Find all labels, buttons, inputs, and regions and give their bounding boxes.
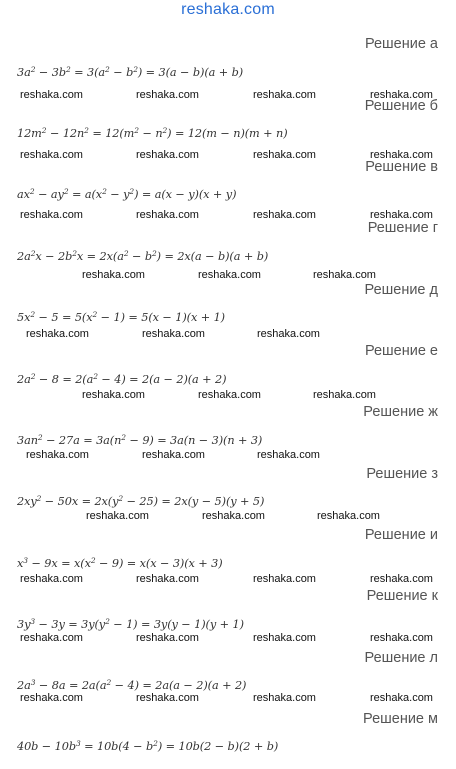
formula-exponent: 2 xyxy=(129,187,135,196)
watermark-text: reshaka.com xyxy=(313,269,376,281)
watermark-text: reshaka.com xyxy=(257,449,320,461)
solution-formula xyxy=(17,127,288,140)
formula-exponent: 2 xyxy=(92,310,98,319)
formula-exponent: 2 xyxy=(37,433,43,442)
formula-text: − 8 = 2(a xyxy=(35,373,94,386)
watermark-text: reshaka.com xyxy=(20,149,83,161)
formula-text: − b xyxy=(128,250,152,263)
formula-exponent: 2 xyxy=(30,372,36,381)
formula-text: − 4) = 2a(a − 2)(a + 2) xyxy=(111,679,247,692)
watermark-text: reshaka.com xyxy=(253,149,316,161)
watermark-text: reshaka.com xyxy=(136,209,199,221)
solution-heading: Решение м xyxy=(363,711,438,727)
formula-text: 12m xyxy=(17,127,42,140)
formula-exponent: 2 xyxy=(123,249,129,258)
solution-heading: Решение а xyxy=(364,36,438,52)
formula-text: x xyxy=(17,557,24,570)
watermark-text: reshaka.com xyxy=(317,510,380,522)
watermark-text: reshaka.com xyxy=(370,149,433,161)
formula-text: − 3b xyxy=(35,66,66,79)
watermark-text: reshaka.com xyxy=(20,573,83,585)
formula-text: 2a xyxy=(17,373,31,386)
formula-exponent: 2 xyxy=(105,65,110,74)
formula-text: 40b − 10b xyxy=(17,740,76,753)
formula-exponent: 2 xyxy=(41,126,47,135)
watermark-text: reshaka.com xyxy=(313,389,376,401)
solution-heading: Решение б xyxy=(364,98,438,114)
formula-text: − 1) = 3y(y − 1)(y + 1) xyxy=(109,618,244,631)
watermark-text: reshaka.com xyxy=(136,632,199,644)
watermark-text: reshaka.com xyxy=(257,328,320,340)
watermark-text: reshaka.com xyxy=(370,692,433,704)
watermark-text: reshaka.com xyxy=(370,89,433,101)
solution-formula xyxy=(17,618,244,631)
watermark-text: reshaka.com xyxy=(20,692,83,704)
formula-text: ) = 10b(2 − b)(2 + b) xyxy=(157,740,279,753)
solution-heading: Решение к xyxy=(366,588,438,604)
solution-formula xyxy=(17,434,262,447)
solution-formula xyxy=(17,373,226,386)
formula-exponent: 2 xyxy=(93,372,98,381)
watermark-text: reshaka.com xyxy=(142,449,205,461)
formula-text: − b xyxy=(109,66,134,79)
formula-exponent: 3 xyxy=(75,739,81,748)
watermark-text: reshaka.com xyxy=(26,328,89,340)
formula-exponent: 2 xyxy=(29,187,35,196)
formula-text: − 9) = 3a(n − 3)(n + 3) xyxy=(125,434,263,447)
formula-exponent: 2 xyxy=(105,617,110,626)
solution-heading: Решение г xyxy=(367,220,438,236)
solution-formula xyxy=(17,679,246,692)
formula-exponent: 3 xyxy=(23,556,28,565)
formula-text: − 5 = 5(x xyxy=(35,311,93,324)
formula-text: 2xy xyxy=(17,495,37,508)
formula-exponent: 2 xyxy=(102,187,107,196)
watermark-text: reshaka.com xyxy=(198,269,261,281)
formula-text: − 4) = 2(a − 2)(a + 2) xyxy=(97,373,227,386)
watermark-text: reshaka.com xyxy=(253,573,316,585)
formula-text: ) = 3(a − b)(a + b) xyxy=(137,66,244,79)
formula-text: − 8a = 2a(a xyxy=(35,679,107,692)
formula-text: ) = 12(m − n)(m + n) xyxy=(167,127,288,140)
site-link[interactable]: reshaka.com xyxy=(181,1,275,18)
formula-text: x = 2x(a xyxy=(76,250,124,263)
formula-exponent: 2 xyxy=(162,126,168,135)
formula-exponent: 2 xyxy=(121,433,126,442)
watermark-text: reshaka.com xyxy=(20,89,83,101)
formula-text: 3a xyxy=(17,66,31,79)
watermark-text: reshaka.com xyxy=(20,209,83,221)
watermark-text: reshaka.com xyxy=(136,149,199,161)
watermark-text: reshaka.com xyxy=(136,89,199,101)
formula-exponent: 2 xyxy=(134,126,139,135)
solution-heading: Решение и xyxy=(364,527,438,543)
solution-formula xyxy=(17,557,223,570)
watermark-text: reshaka.com xyxy=(370,573,433,585)
formula-exponent: 2 xyxy=(106,678,112,687)
formula-exponent: 2 xyxy=(90,556,96,565)
watermark-text: reshaka.com xyxy=(198,389,261,401)
watermark-text: reshaka.com xyxy=(253,89,316,101)
formula-text: 3an xyxy=(17,434,38,447)
solution-heading: Решение д xyxy=(364,282,438,298)
formula-exponent: 2 xyxy=(30,65,36,74)
formula-exponent: 2 xyxy=(30,249,36,258)
watermark-text: reshaka.com xyxy=(370,632,433,644)
solution-formula xyxy=(17,311,225,324)
formula-exponent: 2 xyxy=(118,494,124,503)
formula-text: x − 2b xyxy=(35,250,73,263)
solution-heading: Решение л xyxy=(364,650,438,666)
watermark-text: reshaka.com xyxy=(136,692,199,704)
formula-exponent: 2 xyxy=(84,126,89,135)
watermark-text: reshaka.com xyxy=(202,510,265,522)
formula-text: − 1) = 5(x − 1)(x + 1) xyxy=(97,311,225,324)
formula-text: − 12n xyxy=(46,127,85,140)
watermark-text: reshaka.com xyxy=(370,209,433,221)
solution-heading: Решение в xyxy=(365,159,438,175)
solution-formula xyxy=(17,66,243,79)
formula-exponent: 2 xyxy=(36,494,42,503)
watermark-text: reshaka.com xyxy=(86,510,149,522)
formula-exponent: 2 xyxy=(63,187,69,196)
formula-text: = 10b(4 − b xyxy=(80,740,154,753)
formula-text: = 3(a xyxy=(70,66,106,79)
formula-text: − n xyxy=(138,127,163,140)
watermark-text: reshaka.com xyxy=(82,269,145,281)
formula-text: = 12(m xyxy=(88,127,135,140)
formula-exponent: 2 xyxy=(153,739,158,748)
formula-text: 2a xyxy=(17,250,31,263)
formula-text: − ay xyxy=(34,188,64,201)
watermark-text: reshaka.com xyxy=(253,632,316,644)
formula-exponent: 3 xyxy=(30,678,36,687)
solution-heading: Решение е xyxy=(364,343,438,359)
watermark-text: reshaka.com xyxy=(20,632,83,644)
formula-text: − 3y = 3y(y xyxy=(35,618,106,631)
formula-text: − 9) = x(x − 3)(x + 3) xyxy=(95,557,223,570)
solution-heading: Решение ж xyxy=(363,404,438,420)
solution-formula xyxy=(17,740,278,753)
solution-heading: Решение з xyxy=(366,466,438,482)
formula-text: ax xyxy=(17,188,30,201)
watermark-text: reshaka.com xyxy=(82,389,145,401)
formula-exponent: 2 xyxy=(152,249,157,258)
formula-text: − 50x = 2x(y xyxy=(41,495,119,508)
formula-text: − y xyxy=(106,188,130,201)
formula-text: ) = a(x − y)(x + y) xyxy=(134,188,237,201)
solution-formula xyxy=(17,250,268,263)
formula-text: − 27a = 3a(n xyxy=(42,434,122,447)
formula-exponent: 2 xyxy=(133,65,138,74)
formula-text: = a(x xyxy=(68,188,103,201)
solution-formula xyxy=(17,495,264,508)
watermark-text: reshaka.com xyxy=(253,209,316,221)
formula-text: 5x xyxy=(17,311,31,324)
watermark-text: reshaka.com xyxy=(26,449,89,461)
formula-text: − 25) = 2x(y − 5)(y + 5) xyxy=(123,495,265,508)
formula-exponent: 2 xyxy=(65,65,71,74)
formula-exponent: 2 xyxy=(72,249,77,258)
watermark-text: reshaka.com xyxy=(136,573,199,585)
formula-text: 3y xyxy=(17,618,31,631)
formula-text: 2a xyxy=(17,679,31,692)
watermark-text: reshaka.com xyxy=(253,692,316,704)
watermark-text: reshaka.com xyxy=(142,328,205,340)
formula-text: − 9x = x(x xyxy=(27,557,91,570)
formula-exponent: 3 xyxy=(30,617,36,626)
formula-text: ) = 2x(a − b)(a + b) xyxy=(156,250,269,263)
formula-exponent: 2 xyxy=(30,310,36,319)
solution-formula xyxy=(17,188,236,201)
